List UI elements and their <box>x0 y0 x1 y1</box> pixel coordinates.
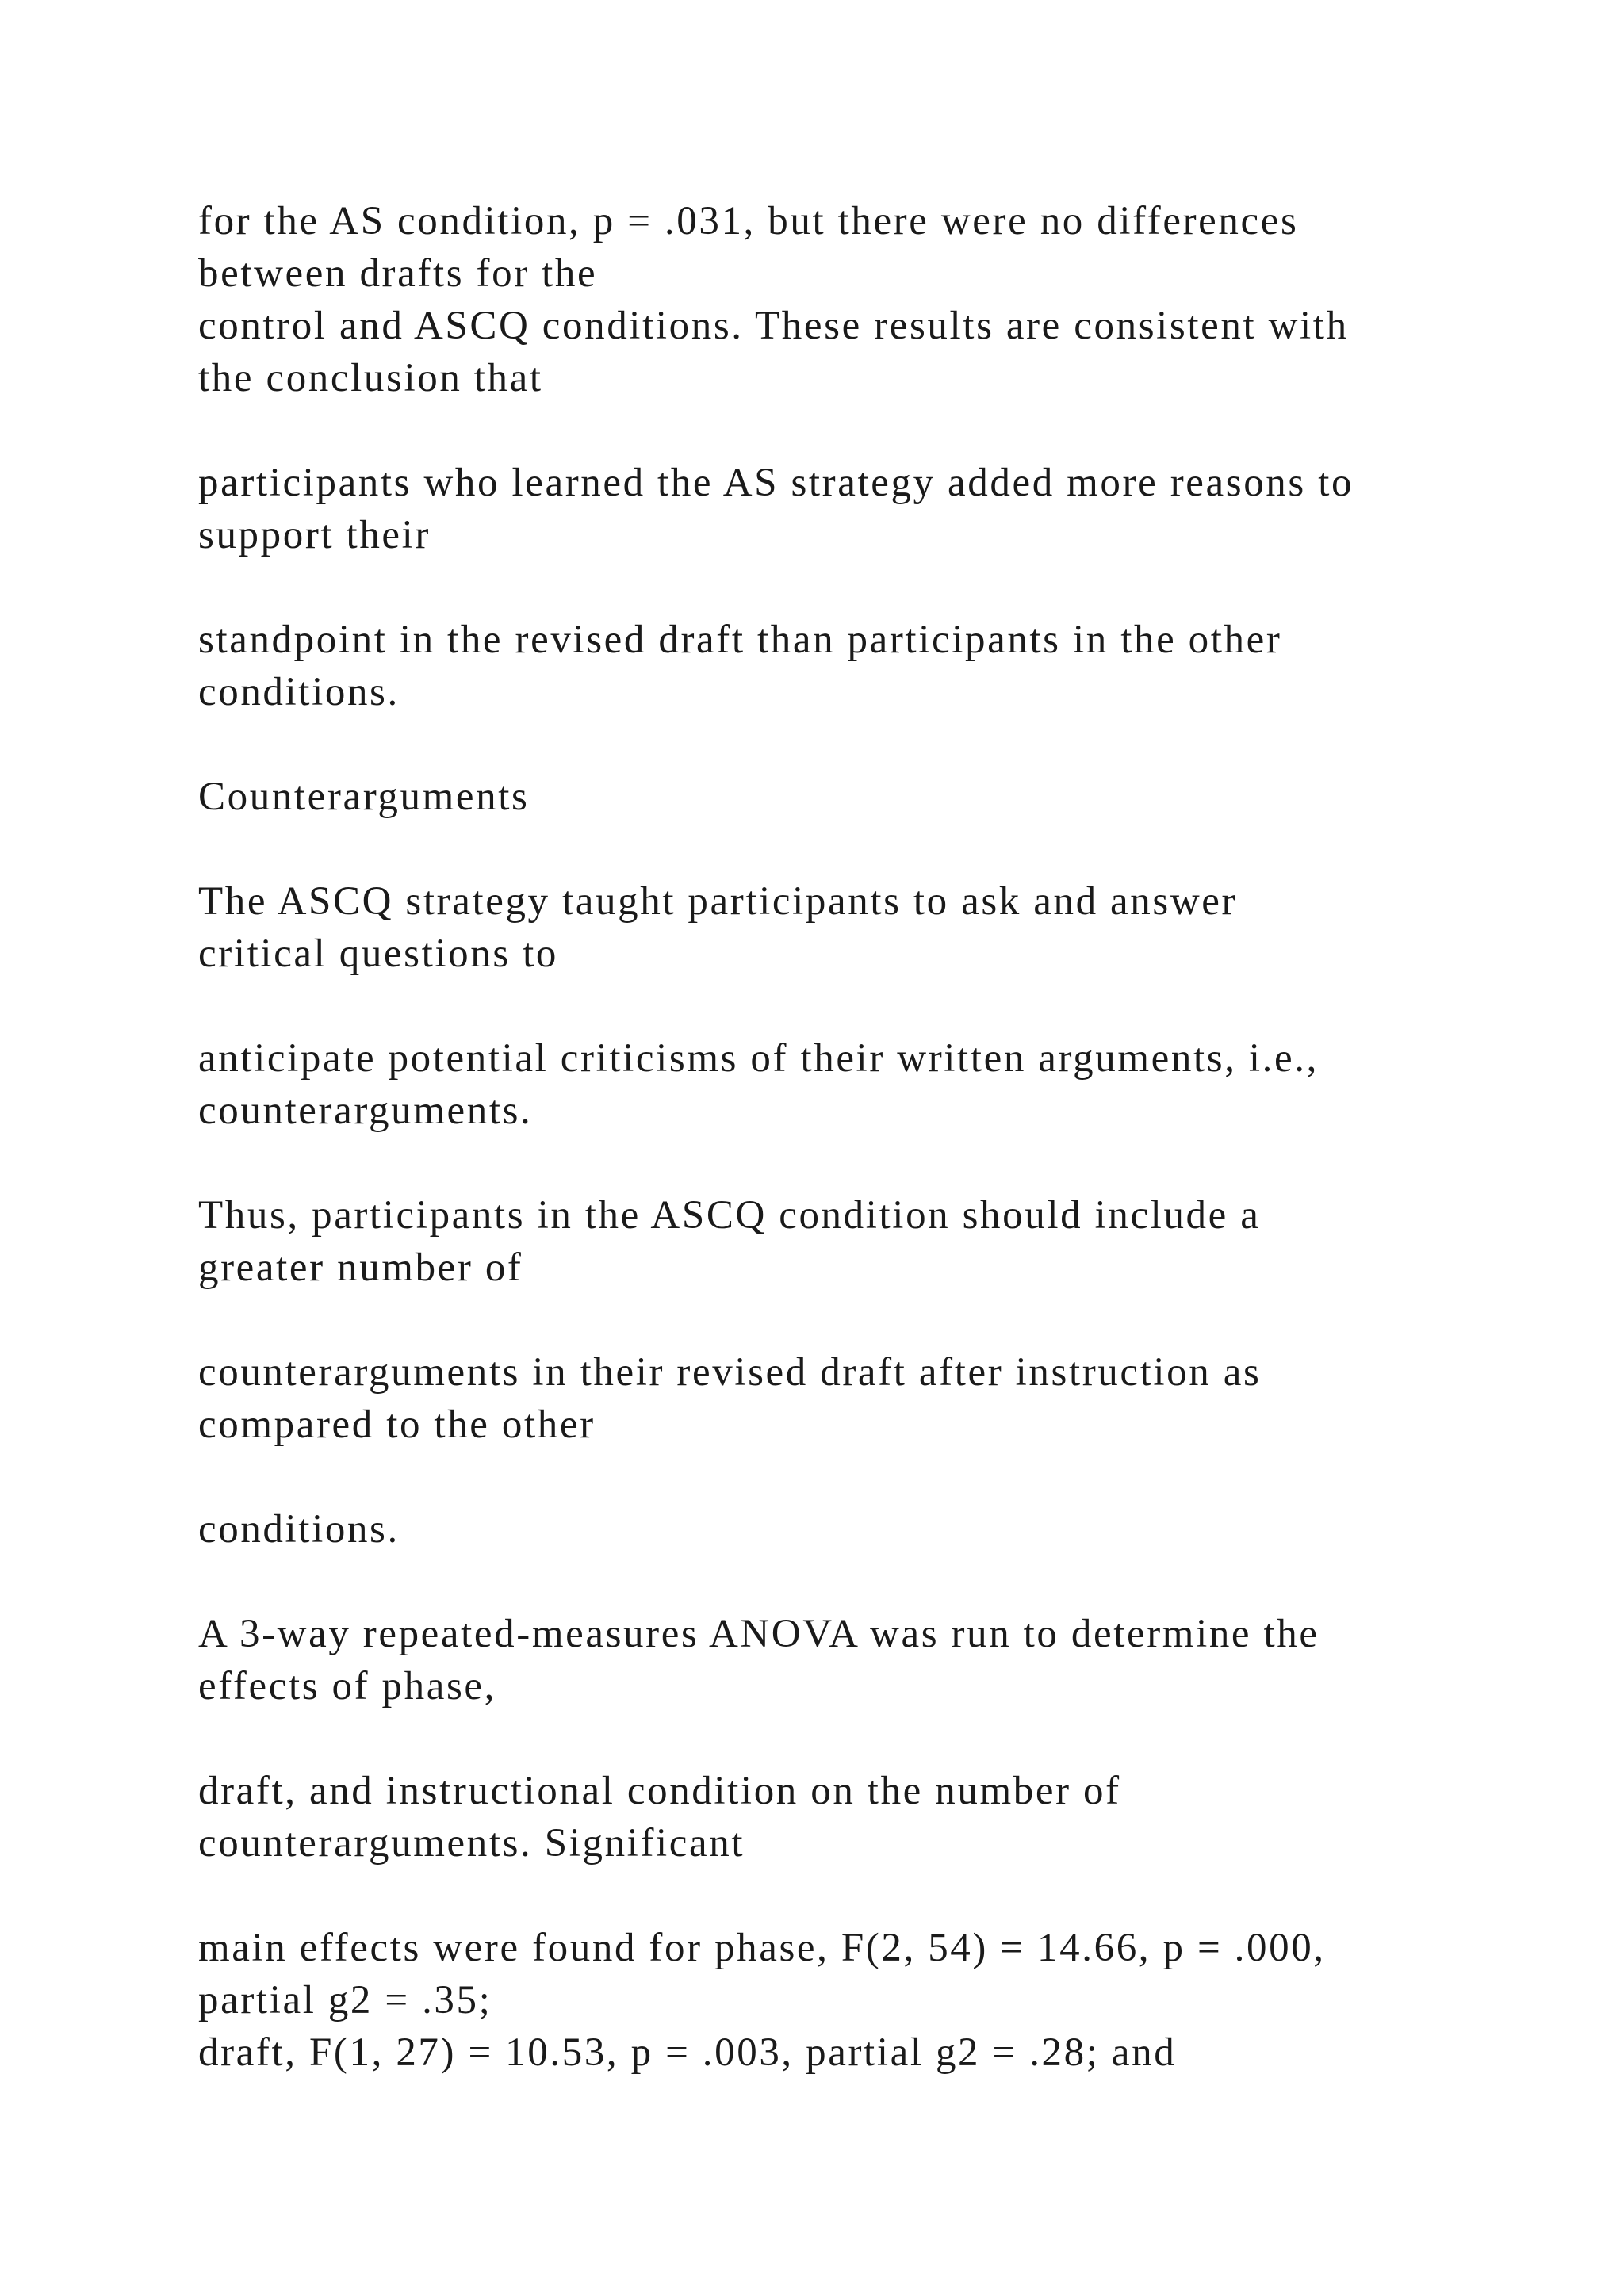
text-line: greater number of <box>198 1246 523 1290</box>
text-line: for the AS condition, p = .031, but there were no differences <box>198 199 1299 243</box>
text-line: draft, and instructional condition on the number of <box>198 1769 1121 1813</box>
blank-line <box>198 1712 1562 1765</box>
blank-line <box>198 1137 1562 1189</box>
text-line: main effects were found for phase, F(2, 54) = 14.66, p = .000, <box>198 1926 1326 1970</box>
blank-line <box>198 1294 1562 1346</box>
blank-line <box>198 1451 1562 1503</box>
text-line: A 3-way repeated-measures ANOVA was run to determine the <box>198 1612 1320 1656</box>
section-heading: Counterarguments <box>198 775 530 819</box>
text-line: conditions. <box>198 670 400 714</box>
text-line: control and ASCQ conditions. These results are consistent with <box>198 304 1349 348</box>
blank-line <box>198 718 1562 771</box>
text-line: standpoint in the revised draft than participants in the other <box>198 618 1282 662</box>
blank-line <box>198 561 1562 614</box>
body-text <box>198 195 1562 2079</box>
blank-line <box>198 980 1562 1032</box>
blank-line <box>198 823 1562 875</box>
text-line: effects of phase, <box>198 1664 497 1709</box>
text-line: support their <box>198 513 431 557</box>
text-line: The ASCQ strategy taught participants to ask and answer <box>198 879 1238 924</box>
blank-line <box>198 1556 1562 1608</box>
text-line: counterarguments. Significant <box>198 1821 745 1866</box>
text-line: Thus, participants in the ASCQ condition should include a <box>198 1193 1261 1238</box>
text-line: counterarguments in their revised draft after instruction as <box>198 1350 1262 1395</box>
text-line: between drafts for the <box>198 251 598 296</box>
text-line: anticipate potential criticisms of their written arguments, i.e., <box>198 1036 1319 1081</box>
text-line: draft, F(1, 27) = 10.53, p = .003, partial g2 = .28; and <box>198 2030 1177 2075</box>
blank-line <box>198 404 1562 457</box>
text-line: compared to the other <box>198 1402 596 1447</box>
text-line: counterarguments. <box>198 1089 533 1133</box>
text-line: the conclusion that <box>198 356 543 400</box>
text-line: critical questions to <box>198 932 559 976</box>
text-line: conditions. <box>198 1507 400 1552</box>
text-line: participants who learned the AS strategy added more reasons to <box>198 461 1354 505</box>
blank-line <box>198 1869 1562 1922</box>
text-line: partial g2 = .35; <box>198 1978 492 2022</box>
